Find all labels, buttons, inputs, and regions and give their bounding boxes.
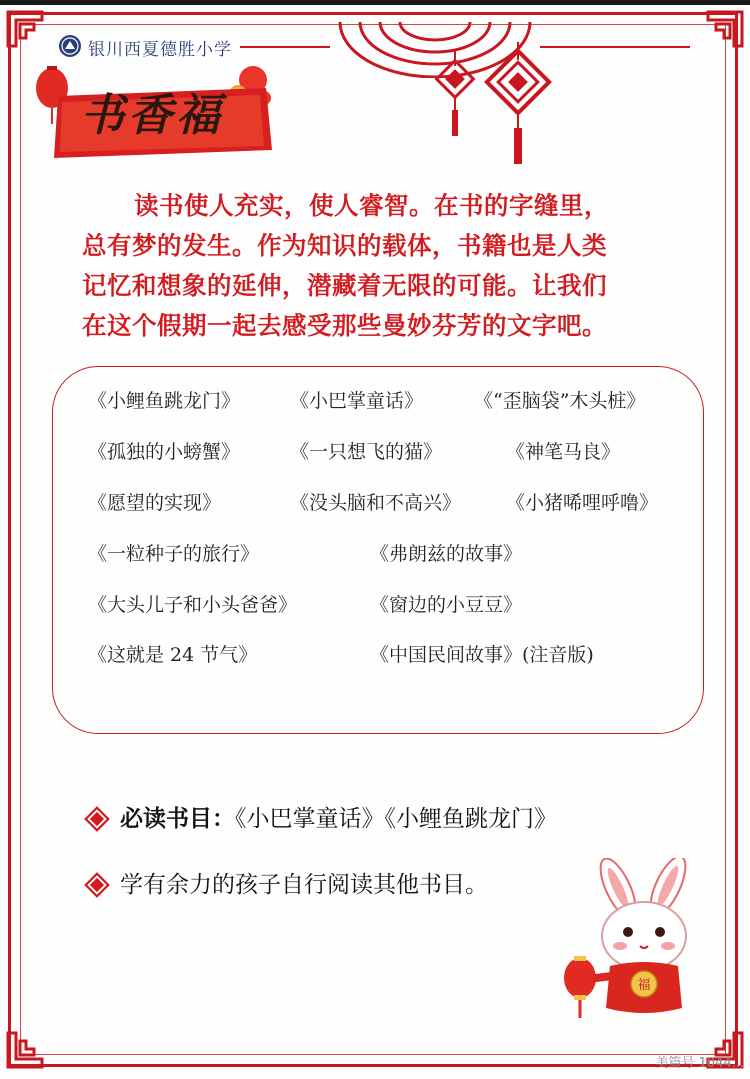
must-read-line [80,800,557,833]
school-logo [58,34,82,58]
book-title: 《一粒种子的旅行》 [88,543,260,565]
rabbit-mascot-illustration [560,858,710,1028]
banner-title: 书香福 [80,90,224,141]
book-title: 《大头儿子和小头爸爸》 [88,594,298,616]
header-divider-left [240,46,330,48]
extra-reading-text: 学有余力的孩子自行阅读其他书目。 [120,872,488,898]
book-title: 《“歪脑袋”木头桩》 [474,390,646,412]
extra-reading-note [80,866,488,899]
school-name: 银川西夏德胜小学 [88,40,232,60]
intro-paragraph [82,186,672,346]
corner-ornament-top-right [704,8,746,50]
corner-ornament-top-left [4,8,46,50]
corner-ornament-bottom-left [4,1029,46,1071]
book-title: 《小鲤鱼跳龙门》 [88,390,241,412]
book-title: 《这就是 24 节气》 [88,644,258,666]
book-title: 《一只想飞的猫》 [290,441,443,463]
chinese-knot-large-icon [480,42,556,166]
book-title: 《中国民间故事》(注音版) [370,644,594,666]
book-title: 《小巴掌童话》 [290,390,424,412]
book-title: 《孤独的小螃蟹》 [88,441,241,463]
watermark: 美篇号 1044... [655,1056,744,1071]
intro-line: 总有梦的发生。作为知识的载体，书籍也是人类 [82,231,607,260]
intro-line: 记忆和想象的延伸，潜藏着无限的可能。让我们 [82,271,607,300]
intro-line: 读书使人充实，使人睿智。在书的字缝里， [134,191,609,220]
must-read-label: 必读书目： [120,806,235,832]
book-title: 《神笔马良》 [506,441,621,463]
book-title: 《没头脑和不高兴》 [290,492,462,514]
header-divider-right [540,46,690,48]
book-title: 《愿望的实现》 [88,492,222,514]
diamond-bullet-icon [84,872,109,897]
book-title: 《弗朗兹的故事》 [370,543,523,565]
top-strip [0,0,750,5]
rabbit-fu-badge: 福 [637,978,651,993]
must-read-titles: 《小巴掌童话》《小鲤鱼跳龙门》 [235,806,557,832]
book-title: 《窗边的小豆豆》 [370,594,523,616]
intro-line: 在这个假期一起去感受那些曼妙芬芳的文字吧。 [82,311,607,340]
book-title: 《小猪唏哩呼噜》 [506,492,659,514]
diamond-bullet-icon [84,806,109,831]
chinese-knot-small-icon [430,50,480,140]
